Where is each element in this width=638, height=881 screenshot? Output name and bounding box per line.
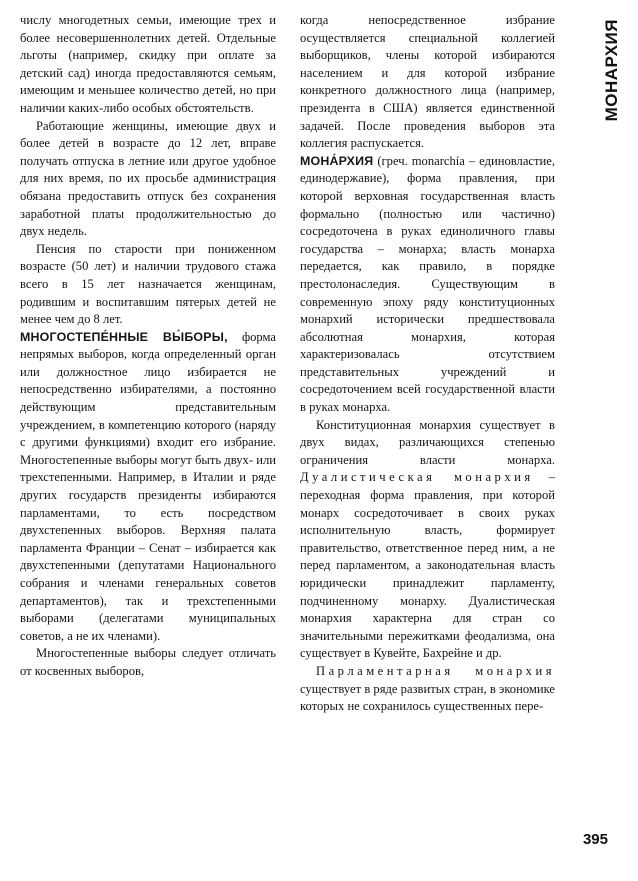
entry-body-monarchy: (греч. monarchía – единовластие, единодержавие), форма правления, при которой верховная государственная власть формально (полностью или частично) сосредоточена в руках единоличного главы государства – монарха; власть монарха передается, как правило, в порядке престолонаследия. Существующим в современную эпоху ряду конституционных монархий исторически предшествовала абсолютная монархия, которая характеризовалась отсутствием представительных учреждений и сосредоточением всей государственной власти в руках монарха. xyxy=(300,153,555,415)
right-paragraph-1: когда непосредственное избрание осуществляется специальной коллегией выборщиков, члены которой избираются населением и для которой избрание конкретного должностного лица (например, президента в США) является единственной задачей. После проведения выборов эта коллегия распускается. xyxy=(300,13,555,151)
entry-monarchy xyxy=(300,153,555,417)
entry-term-monarchy: МОНА́РХИЯ xyxy=(300,153,374,168)
constitutional-monarchy-text: Конституционная монархия существует в двух видах, различающихся степенью ограничения власти монарха. xyxy=(300,417,555,467)
entry-multistage-elections xyxy=(20,329,276,646)
left-column xyxy=(20,12,276,681)
right-column xyxy=(300,12,555,716)
running-head xyxy=(594,10,630,130)
left-paragraph-3: Пенсия по старости при пониженном возрасте (50 лет) и наличии трудового стажа всего в 15 лет назначается женщинам, родившим и воспитавшим пятерых детей не менее чем до 8 лет. xyxy=(20,241,276,327)
page-number: 395 xyxy=(582,831,608,848)
entry-body-multistage-elections: форма непрямых выборов, когда определенный орган или должностное лицо избирается не непосредственно избирателями, а постоянно действующим представительным учреждением, в компетенцию которого (наряду с другими функциями) входит его избрание. Многостепенные выборы могут быть двух- или трехстепенными. Например, в Италии и ряде других государств президенты избираются парламентами, то есть посредством двухстепенных выборов. Верхняя палата парламента Франции – Сенат – избирается как двухстепенными (депутатами Национального собрания и членами генеральных советов департаментов), так и трехстепенными выборами (делегатами муниципальных советов, а не их членами). xyxy=(20,329,276,643)
right-paragraph-3 xyxy=(300,663,555,716)
dualistic-monarchy-text: – переходная форма правления, при которой монарх сосредоточивает в своих руках исполнительную власть, формирует правительство, ответственное перед ним, а не перед парламентом, а законодательная власть юридически принадлежит парламенту, подчиненному монарху. Дуалистическая монархия характерна для стран со значительными пережитками феодализма, она существует в Кувейте, Бахрейне и др. xyxy=(300,470,555,661)
running-head-title: МОНАРХИЯ xyxy=(602,18,621,122)
dualistic-monarchy-term: Дуалистическая монархия xyxy=(300,470,534,485)
right-paragraph-2 xyxy=(300,417,555,663)
left-paragraph-last: Многостепенные выборы следует отличать от косвенных выборов, xyxy=(20,646,276,678)
parliamentary-monarchy-text: существует в ряде развитых стран, в экономике которых не сохранилось существенных пере- xyxy=(300,681,555,714)
parliamentary-monarchy-term: Парламентарная монархия xyxy=(316,663,555,678)
entry-term-multistage-elections: МНОГОСТЕПЕ́ННЫЕ ВЫ́БОРЫ, xyxy=(20,329,228,344)
left-paragraph-1: числу многодетных семьи, имеющие трех и более несовершеннолетних детей. Отдельные льготы (например, скидку при оплате за детский сад) иногда предоставляются семьям, имеющим и меньшее количество детей, но при наличии каких-либо особых обстоятельств. xyxy=(20,13,276,115)
left-paragraph-2: Работающие женщины, имеющие двух и более детей в возрасте до 12 лет, вправе получать отпуска в летние или другое удобное для них время, по их просьбе администрация обязана предоставить отпуск без сохранения заработной платы продолжительностью до двух недель. xyxy=(20,118,276,239)
